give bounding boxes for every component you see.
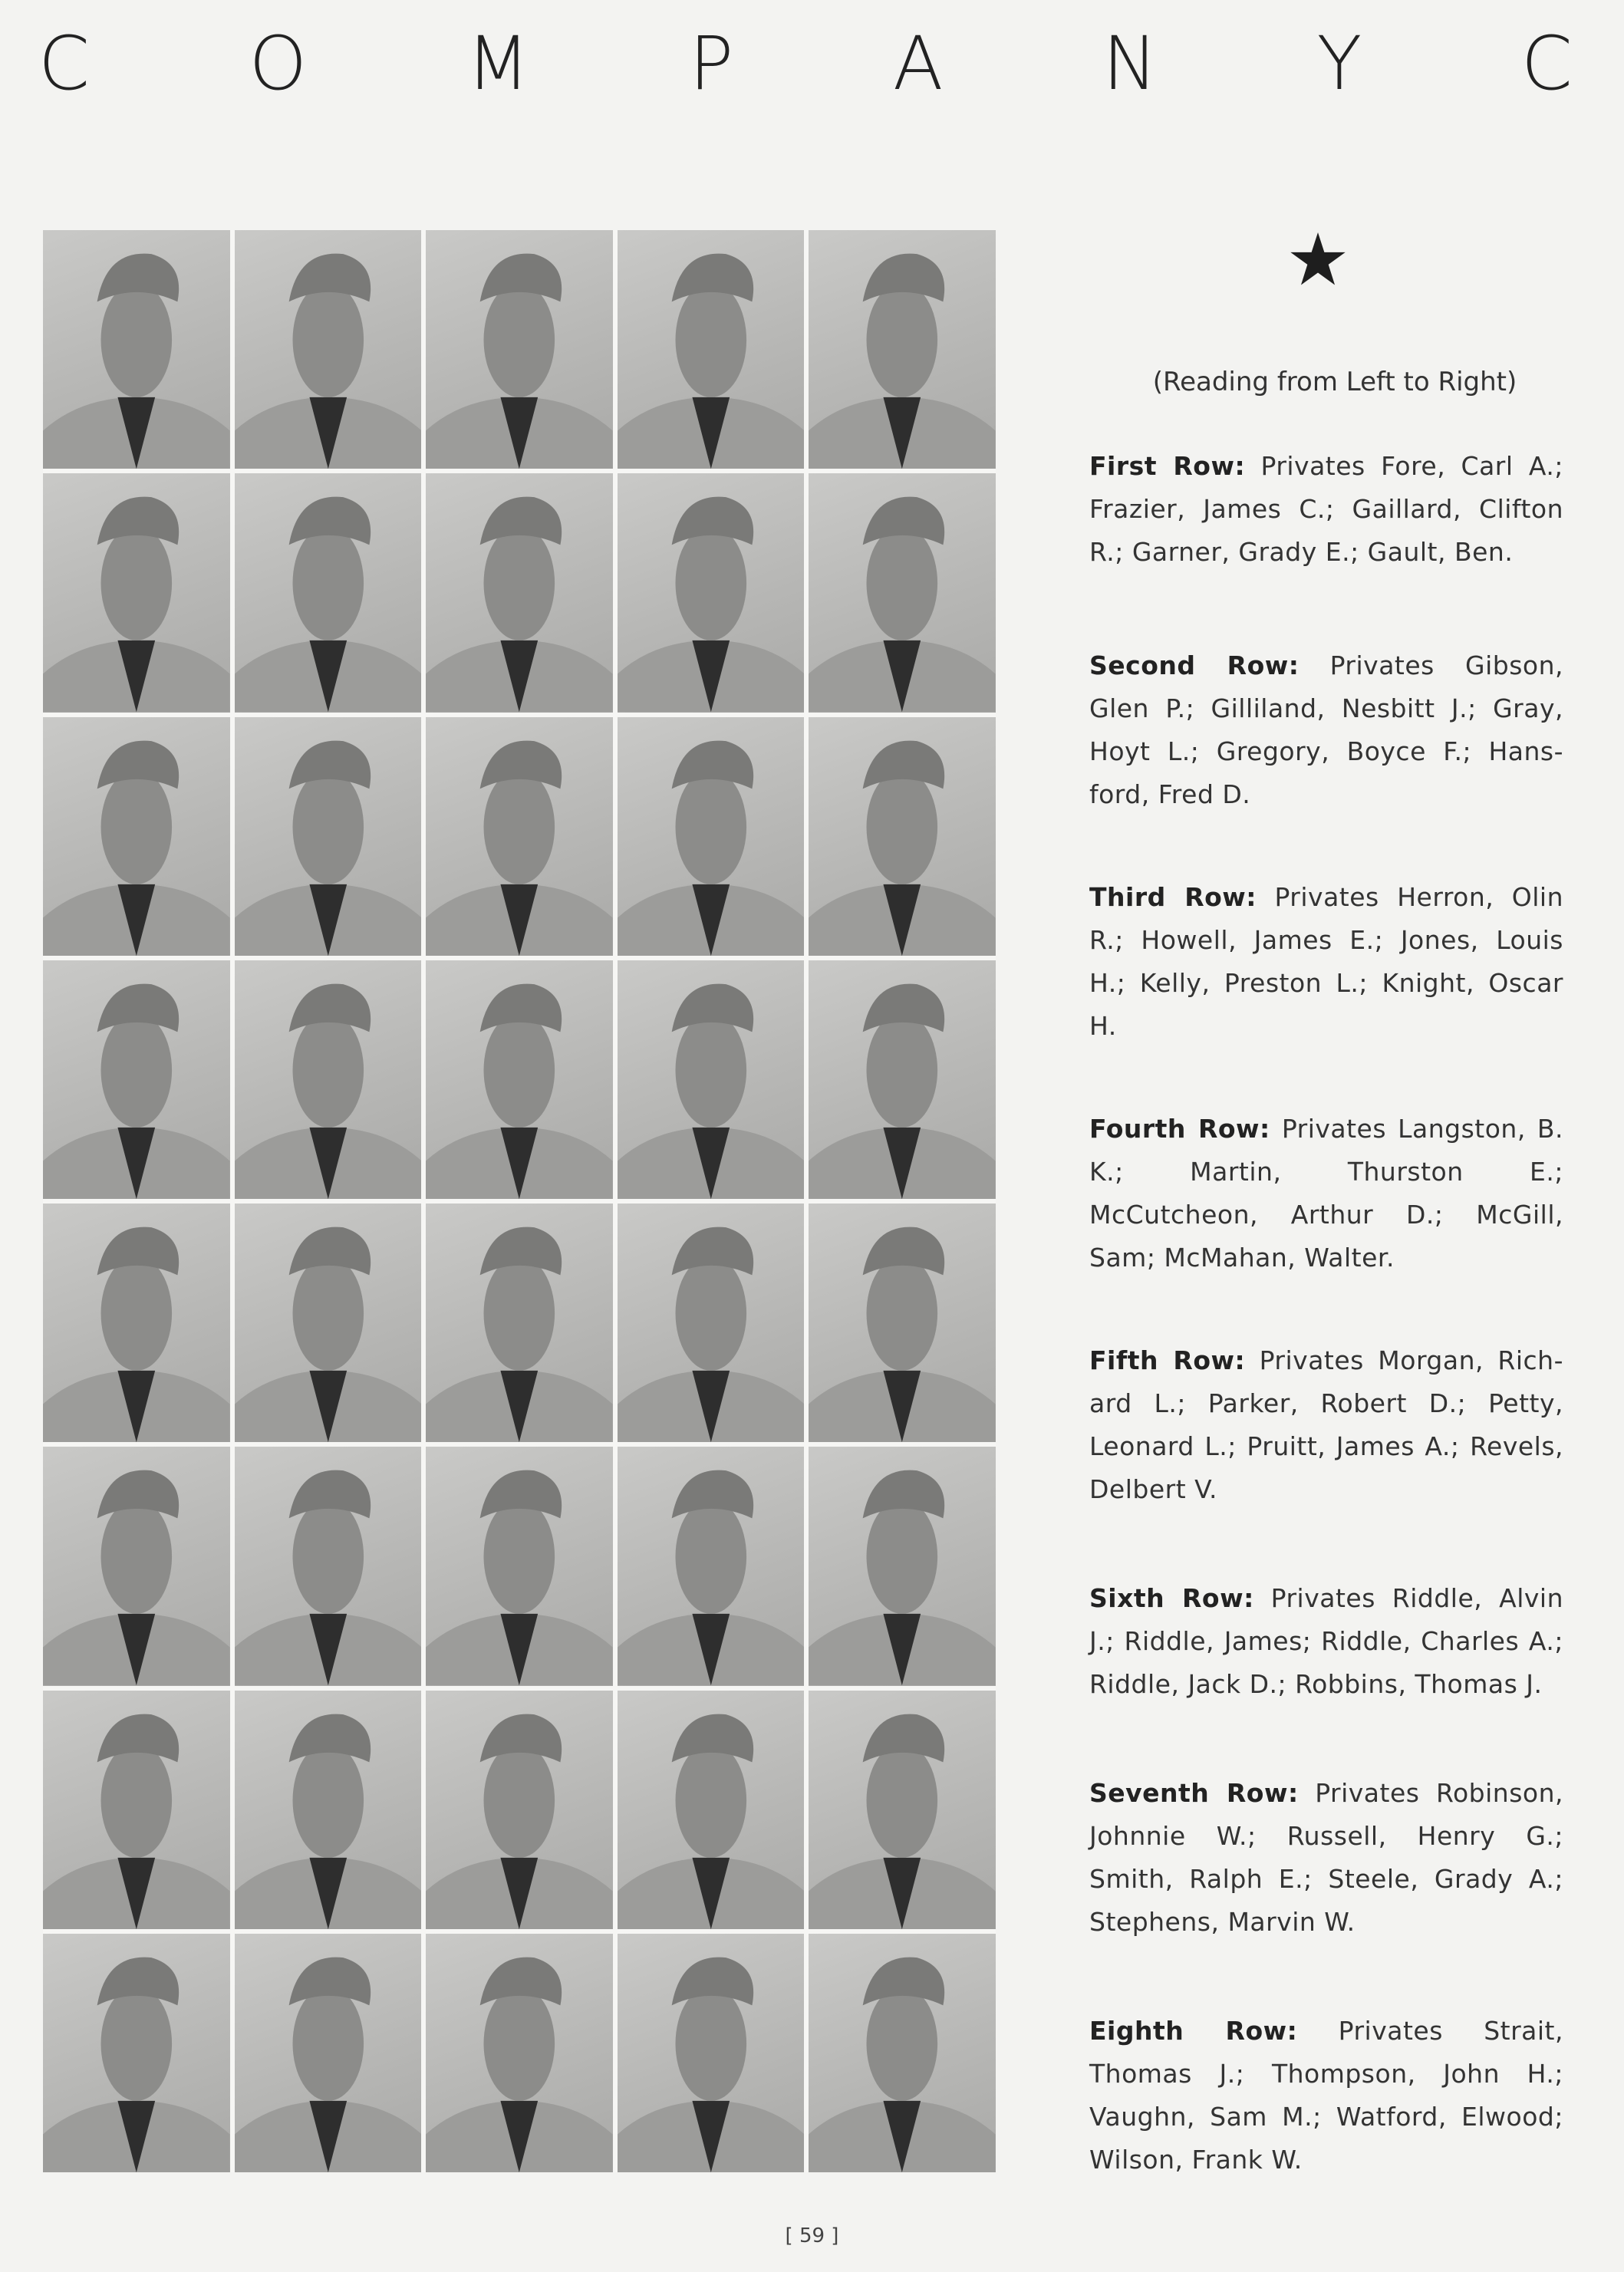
portrait-photo [618,1934,805,2172]
caption-label: Second Row: [1089,650,1300,680]
portrait-photo [426,717,613,956]
portrait-photo [235,473,422,712]
reading-note: (Reading from Left to Right) [1152,367,1517,397]
caption-third-row [1089,876,1563,1048]
caption-fifth-row [1089,1339,1563,1511]
title-letter: N [1102,21,1158,107]
portrait-photo [235,960,422,1199]
caption-label: Seventh Row: [1089,1778,1299,1808]
title-letter: Y [1316,21,1362,107]
caption-eighth-row [1089,2010,1563,2181]
title-letter: M [466,21,530,107]
portrait-photo [43,717,230,956]
portrait-photo [809,1447,996,1685]
portrait-photo [809,230,996,469]
title-letter: O [249,21,308,107]
caption-sixth-row [1089,1577,1563,1706]
portrait-photo [618,1691,805,1929]
portrait-photo [43,1934,230,2172]
caption-text: Privates Riddle, Alvin J.; Riddle, James; Riddle, Charles A.; Riddle, Jack D.; Robbins, Thomas J. [1089,1583,1563,1699]
portrait-photo [809,473,996,712]
caption-text: Privates Langston, B. K.; Martin, Thurston E.; McCutcheon, Arthur D.; McGill, Sam; McMahan, Walter. [1089,1114,1563,1273]
caption-text: Privates Herron, Olin R.; Howell, James E.; Jones, Louis H.; Kelly, Preston L.; Knight, Oscar H. [1089,882,1563,1041]
caption-seventh-row [1089,1772,1563,1944]
portrait-photo [426,1691,613,1929]
title-letter: A [892,21,944,107]
caption-second-row [1089,644,1563,816]
portrait-photo [43,1691,230,1929]
title-letter: P [689,21,734,107]
portrait-photo [235,717,422,956]
portrait-photo [809,1934,996,2172]
caption-label: Fourth Row: [1089,1114,1270,1144]
caption-fourth-row [1089,1108,1563,1279]
portrait-photo [235,1691,422,1929]
caption-label: Third Row: [1089,882,1257,912]
caption-label: First Row: [1089,451,1246,481]
portrait-photo [426,960,613,1199]
page-title [38,21,1573,106]
caption-label: Fifth Row: [1089,1345,1246,1375]
portrait-photo [43,1204,230,1442]
caption-text: Privates Morgan, Rich-ard L.; Parker, Robert D.; Petty, Leonard L.; Pruitt, James A.; Revels, Delbert V. [1089,1345,1563,1504]
portrait-photo [426,230,613,469]
caption-text: Privates Strait, Thomas J.; Thompson, John H.; Vaughn, Sam M.; Watford, Elwood; Wilson, Frank W. [1089,2016,1563,2175]
portrait-photo [43,1447,230,1685]
caption-text: Privates Gibson, Glen P.; Gilliland, Nesbitt J.; Gray, Hoyt L.; Gregory, Boyce F.; Hans-ford, Fred D. [1089,650,1563,809]
portrait-photo [235,230,422,469]
title-letter: C [38,21,91,107]
portrait-grid [43,230,996,2172]
caption-text: Privates Fore, Carl A.; Frazier, James C.; Gaillard, Clifton R.; Garner, Grady E.; Gault, Ben. [1089,451,1563,567]
portrait-photo [809,1204,996,1442]
caption-first-row [1089,445,1563,574]
portrait-photo [618,1447,805,1685]
portrait-photo [235,1934,422,2172]
portrait-photo [618,473,805,712]
portrait-photo [809,717,996,956]
portrait-photo [235,1204,422,1442]
portrait-photo [618,1204,805,1442]
page-number: [ 59 ] [785,2224,839,2247]
star-icon [1289,230,1347,288]
caption-label: Sixth Row: [1089,1583,1254,1613]
portrait-photo [618,960,805,1199]
portrait-photo [809,1691,996,1929]
portrait-photo [426,473,613,712]
portrait-photo [43,473,230,712]
caption-label: Eighth Row: [1089,2016,1298,2046]
portrait-photo [809,960,996,1199]
portrait-photo [426,1204,613,1442]
caption-text: Privates Robinson, Johnnie W.; Russell, Henry G.; Smith, Ralph E.; Steele, Grady A.; Stephens, Marvin W. [1089,1778,1563,1937]
portrait-photo [426,1934,613,2172]
title-letter: C [1520,21,1573,107]
portrait-photo [618,230,805,469]
portrait-photo [618,717,805,956]
portrait-photo [235,1447,422,1685]
portrait-photo [43,230,230,469]
portrait-photo [43,960,230,1199]
portrait-photo [426,1447,613,1685]
